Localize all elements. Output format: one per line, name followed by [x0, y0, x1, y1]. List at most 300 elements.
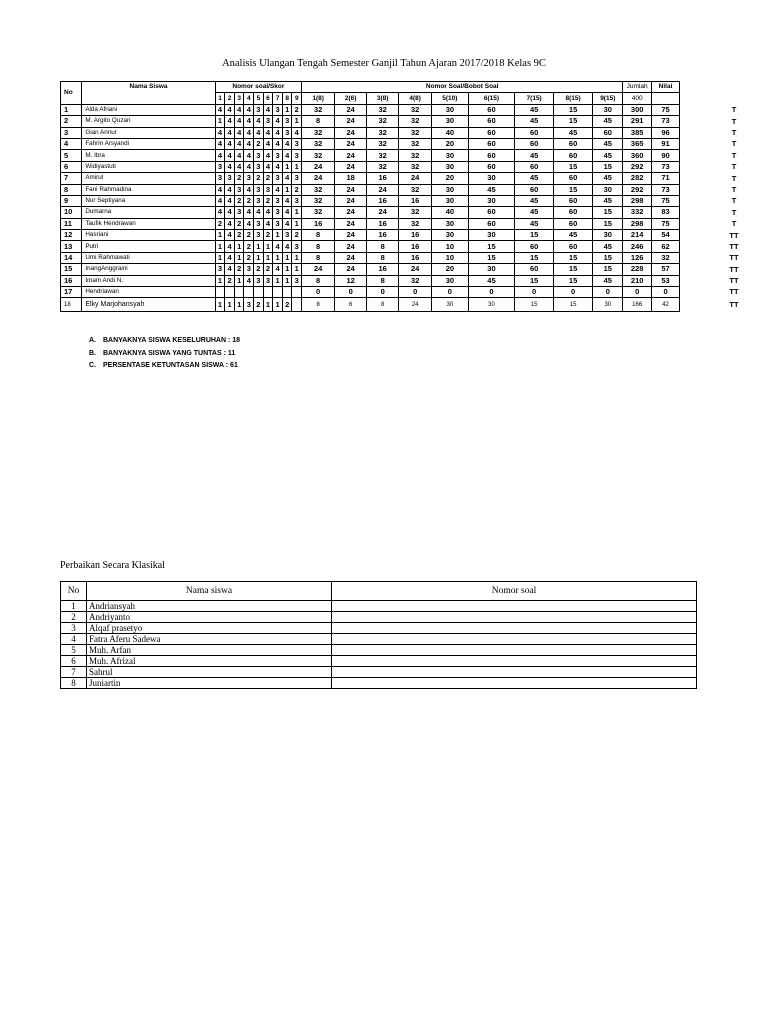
skor-cell: 2	[234, 264, 244, 275]
perbaikan-soal	[332, 656, 697, 667]
bobot-cell: 16	[399, 252, 432, 263]
skor-cell: 4	[234, 127, 244, 138]
perbaikan-soal	[332, 645, 697, 656]
nilai-cell: 57	[652, 264, 680, 275]
skor-cell	[225, 287, 235, 298]
skor-cell: 2	[292, 184, 302, 195]
skor-cell: 2	[254, 138, 264, 149]
bobot-cell: 30	[432, 116, 468, 127]
bobot-cell: 45	[593, 195, 623, 206]
skor-cell: 2	[234, 218, 244, 229]
perbaikan-row	[61, 678, 697, 689]
table-row	[61, 298, 680, 312]
row-no: 3	[61, 127, 82, 138]
skor-cell: 4	[225, 116, 235, 127]
analysis-table	[60, 81, 680, 312]
bobot-cell: 24	[335, 138, 367, 149]
document-title: Analisis Ulangan Tengah Semester Ganjil Tahun Ajaran 2017/2018 Kelas 9C	[222, 58, 546, 69]
bobot-cell: 24	[335, 264, 367, 275]
row-name: InangAnggraini	[82, 264, 215, 275]
header-bobot-number: 9(15)	[593, 93, 623, 104]
row-name: Taufik Hendrawan	[82, 218, 215, 229]
bobot-cell: 24	[335, 184, 367, 195]
bobot-cell: 60	[593, 127, 623, 138]
skor-cell: 3	[254, 104, 264, 115]
skor-cell: 2	[254, 173, 264, 184]
skor-cell: 3	[244, 298, 254, 312]
row-name: Hasriani	[82, 230, 215, 241]
bobot-cell: 30	[432, 195, 468, 206]
bobot-cell: 24	[335, 218, 367, 229]
bobot-cell: 60	[553, 195, 592, 206]
bobot-cell: 30	[432, 104, 468, 115]
skor-cell: 4	[263, 207, 273, 218]
skor-cell: 4	[254, 127, 264, 138]
skor-cell	[292, 298, 302, 312]
summary-item	[89, 360, 240, 373]
skor-cell: 1	[254, 241, 264, 252]
bobot-cell: 60	[515, 127, 553, 138]
bobot-cell: 45	[515, 195, 553, 206]
skor-cell: 2	[254, 298, 264, 312]
bobot-cell: 8	[302, 230, 335, 241]
bobot-cell: 24	[335, 104, 367, 115]
bobot-cell: 60	[515, 184, 553, 195]
skor-cell: 4	[225, 230, 235, 241]
skor-cell: 4	[225, 207, 235, 218]
skor-cell: 1	[215, 275, 225, 286]
skor-cell: 4	[263, 104, 273, 115]
header-bobot-number: 8(15)	[553, 93, 592, 104]
nilai-cell: 73	[652, 116, 680, 127]
nilai-cell: 73	[652, 161, 680, 172]
skor-cell: 1	[254, 252, 264, 263]
bobot-cell: 60	[553, 150, 592, 161]
bobot-cell: 24	[367, 207, 399, 218]
summary-key: A.	[89, 337, 96, 344]
summary-list	[89, 335, 240, 373]
bobot-cell: 32	[367, 127, 399, 138]
keterangan-label: T	[731, 207, 737, 217]
bobot-cell: 8	[367, 275, 399, 286]
row-no: 15	[61, 264, 82, 275]
bobot-cell: 60	[553, 138, 592, 149]
skor-cell: 4	[215, 138, 225, 149]
perbaikan-no: 8	[61, 678, 87, 689]
perbaikan-row	[61, 623, 697, 634]
bobot-cell: 30	[468, 264, 515, 275]
skor-cell: 3	[282, 230, 292, 241]
bobot-cell: 30	[432, 230, 468, 241]
nilai-cell: 32	[652, 252, 680, 263]
table-row	[61, 241, 680, 252]
row-no: 14	[61, 252, 82, 263]
skor-cell: 1	[282, 275, 292, 286]
skor-cell	[244, 287, 254, 298]
keterangan-label: TT	[729, 287, 739, 297]
skor-cell: 3	[273, 173, 283, 184]
skor-cell: 4	[244, 150, 254, 161]
skor-cell: 4	[263, 138, 273, 149]
bobot-cell: 60	[468, 116, 515, 127]
header-no: No	[61, 82, 82, 105]
bobot-cell: 30	[432, 218, 468, 229]
skor-cell: 4	[225, 127, 235, 138]
skor-cell: 1	[273, 298, 283, 312]
row-name: Dumarna	[82, 207, 215, 218]
skor-cell: 3	[292, 138, 302, 149]
perbaikan-row	[61, 634, 697, 645]
bobot-cell: 15	[515, 298, 553, 312]
bobot-cell: 30	[468, 195, 515, 206]
perbaikan-no: 4	[61, 634, 87, 645]
row-name: Fahrin Arsyandi	[82, 138, 215, 149]
bobot-cell: 24	[302, 264, 335, 275]
bobot-cell: 45	[515, 173, 553, 184]
skor-cell: 4	[282, 138, 292, 149]
bobot-cell: 30	[593, 230, 623, 241]
bobot-cell: 8	[302, 252, 335, 263]
table-row	[61, 150, 680, 161]
skor-cell: 4	[244, 218, 254, 229]
bobot-cell: 45	[593, 138, 623, 149]
bobot-cell: 24	[335, 207, 367, 218]
keterangan-label: TT	[729, 264, 739, 274]
perbaikan-soal	[332, 678, 697, 689]
summary-text: BANYAKNYA SISWA YANG TUNTAS : 11	[103, 349, 236, 357]
skor-cell	[292, 287, 302, 298]
skor-cell: 1	[215, 241, 225, 252]
skor-cell: 4	[225, 218, 235, 229]
bobot-cell: 24	[335, 150, 367, 161]
bobot-cell: 30	[432, 298, 468, 312]
keterangan-label: TT	[729, 300, 739, 310]
bobot-cell: 45	[515, 104, 553, 115]
skor-cell: 4	[215, 207, 225, 218]
bobot-cell: 32	[399, 275, 432, 286]
bobot-cell: 15	[553, 161, 592, 172]
summary-text: BANYAKNYA SISWA KESELURUHAN : 18	[103, 337, 241, 344]
keterangan-label: T	[731, 196, 737, 206]
header-skor-number: 1	[215, 93, 225, 104]
skor-cell: 3	[292, 150, 302, 161]
bobot-cell: 8	[367, 241, 399, 252]
row-name: Nur Septiyana	[82, 195, 215, 206]
skor-cell: 1	[234, 298, 244, 312]
jumlah-cell: 292	[623, 161, 652, 172]
skor-cell: 3	[292, 241, 302, 252]
nilai-cell: 75	[652, 195, 680, 206]
perbaikan-row	[61, 612, 697, 623]
header-skor-number: 2	[225, 93, 235, 104]
jumlah-cell: 292	[623, 184, 652, 195]
nilai-cell: 42	[652, 298, 680, 312]
row-no: 8	[61, 184, 82, 195]
keterangan-label: T	[731, 105, 737, 115]
bobot-cell: 60	[468, 127, 515, 138]
row-no: 9	[61, 195, 82, 206]
header-skor-number: 6	[263, 93, 273, 104]
bobot-cell: 32	[367, 138, 399, 149]
skor-cell: 4	[215, 195, 225, 206]
skor-cell: 4	[225, 104, 235, 115]
bobot-cell: 32	[302, 207, 335, 218]
bobot-cell: 32	[399, 184, 432, 195]
bobot-cell: 32	[367, 161, 399, 172]
skor-cell: 3	[273, 218, 283, 229]
bobot-cell: 60	[553, 241, 592, 252]
summary-item	[89, 335, 240, 348]
skor-cell: 1	[282, 264, 292, 275]
row-name: Alda Afriani	[82, 104, 215, 115]
skor-cell: 2	[263, 230, 273, 241]
skor-cell: 1	[282, 104, 292, 115]
bobot-cell: 32	[302, 150, 335, 161]
bobot-cell: 30	[593, 184, 623, 195]
bobot-cell: 45	[515, 150, 553, 161]
row-name: Umi Rahmawati	[82, 252, 215, 263]
jumlah-cell: 291	[623, 116, 652, 127]
skor-cell: 3	[263, 184, 273, 195]
bobot-cell: 20	[432, 173, 468, 184]
skor-cell: 1	[263, 241, 273, 252]
skor-cell: 4	[244, 184, 254, 195]
skor-cell: 3	[263, 275, 273, 286]
header-skor-group: Nomor soal/Skor	[215, 82, 301, 93]
skor-cell: 3	[273, 104, 283, 115]
bobot-cell: 15	[593, 264, 623, 275]
bobot-cell: 15	[468, 252, 515, 263]
bobot-cell: 15	[593, 218, 623, 229]
row-no: 2	[61, 116, 82, 127]
skor-cell: 4	[282, 150, 292, 161]
skor-cell: 3	[282, 127, 292, 138]
skor-cell: 3	[292, 275, 302, 286]
bobot-cell: 32	[367, 116, 399, 127]
skor-cell: 3	[215, 161, 225, 172]
bobot-cell: 16	[399, 230, 432, 241]
table-row	[61, 230, 680, 241]
jumlah-cell: 214	[623, 230, 652, 241]
perbaikan-name: Alqaf prasetyo	[87, 623, 332, 634]
keterangan-label: T	[731, 184, 737, 194]
skor-cell: 1	[234, 241, 244, 252]
skor-cell: 1	[215, 230, 225, 241]
bobot-cell: 60	[515, 264, 553, 275]
bobot-cell: 60	[515, 161, 553, 172]
skor-cell: 4	[263, 127, 273, 138]
bobot-cell: 24	[367, 184, 399, 195]
bobot-cell: 45	[468, 275, 515, 286]
bobot-cell: 32	[367, 104, 399, 115]
bobot-cell: 16	[367, 230, 399, 241]
bobot-cell: 32	[302, 184, 335, 195]
table-row	[61, 218, 680, 229]
table-row	[61, 207, 680, 218]
bobot-cell: 32	[302, 127, 335, 138]
bobot-cell: 30	[593, 104, 623, 115]
perbaikan-header-name: Nama siswa	[87, 582, 332, 601]
skor-cell	[263, 287, 273, 298]
skor-cell: 3	[254, 184, 264, 195]
row-no: 7	[61, 173, 82, 184]
row-no: 12	[61, 230, 82, 241]
perbaikan-row	[61, 667, 697, 678]
header-skor-number: 7	[273, 93, 283, 104]
bobot-cell: 60	[553, 207, 592, 218]
bobot-cell: 32	[399, 127, 432, 138]
bobot-cell: 24	[335, 127, 367, 138]
nilai-cell: 91	[652, 138, 680, 149]
perbaikan-name: Andriansyah	[87, 601, 332, 612]
skor-cell: 2	[244, 230, 254, 241]
skor-cell: 4	[244, 138, 254, 149]
skor-cell: 2	[234, 173, 244, 184]
bobot-cell: 8	[367, 298, 399, 312]
skor-cell: 4	[273, 127, 283, 138]
bobot-cell: 60	[515, 138, 553, 149]
bobot-cell: 32	[399, 150, 432, 161]
bobot-cell: 30	[432, 184, 468, 195]
bobot-cell: 32	[302, 104, 335, 115]
bobot-cell: 6	[335, 298, 367, 312]
jumlah-cell: 246	[623, 241, 652, 252]
bobot-cell: 15	[593, 252, 623, 263]
bobot-cell: 15	[515, 252, 553, 263]
nilai-cell: 83	[652, 207, 680, 218]
bobot-cell: 12	[335, 275, 367, 286]
skor-cell: 1	[292, 116, 302, 127]
skor-cell: 3	[254, 161, 264, 172]
skor-cell: 2	[225, 275, 235, 286]
table-row	[61, 275, 680, 286]
perbaikan-title: Perbaikan Secara Klasikal	[60, 560, 165, 571]
perbaikan-no: 1	[61, 601, 87, 612]
table-row	[61, 116, 680, 127]
skor-cell: 4	[282, 241, 292, 252]
skor-cell: 2	[263, 173, 273, 184]
skor-cell: 4	[234, 150, 244, 161]
skor-cell: 4	[225, 195, 235, 206]
header-bobot-number: 2(6)	[335, 93, 367, 104]
row-name: Widiyastuti	[82, 161, 215, 172]
perbaikan-no: 2	[61, 612, 87, 623]
keterangan-label: TT	[729, 276, 739, 286]
skor-cell: 4	[234, 116, 244, 127]
row-name: Amirul	[82, 173, 215, 184]
skor-cell: 4	[263, 218, 273, 229]
table-row	[61, 195, 680, 206]
header-skor-number: 4	[244, 93, 254, 104]
skor-cell: 1	[234, 252, 244, 263]
perbaikan-no: 6	[61, 656, 87, 667]
summary-key: C.	[89, 362, 96, 369]
bobot-cell: 45	[515, 218, 553, 229]
bobot-cell: 45	[593, 275, 623, 286]
skor-cell: 4	[263, 150, 273, 161]
perbaikan-soal	[332, 612, 697, 623]
bobot-cell: 24	[335, 161, 367, 172]
perbaikan-header-soal: Nomor soal	[332, 582, 697, 601]
skor-cell: 4	[244, 275, 254, 286]
skor-cell: 4	[282, 173, 292, 184]
table-row	[61, 104, 680, 115]
bobot-cell: 32	[399, 218, 432, 229]
bobot-cell: 16	[367, 264, 399, 275]
skor-cell: 4	[234, 161, 244, 172]
skor-cell: 1	[292, 161, 302, 172]
perbaikan-header-no: No	[61, 582, 87, 601]
skor-cell: 4	[254, 116, 264, 127]
skor-cell: 2	[263, 264, 273, 275]
keterangan-label: TT	[729, 241, 739, 251]
bobot-cell: 60	[468, 150, 515, 161]
bobot-cell: 0	[302, 287, 335, 298]
nilai-cell: 73	[652, 184, 680, 195]
row-name: M. Argito Quzan	[82, 116, 215, 127]
skor-cell: 1	[273, 230, 283, 241]
perbaikan-row	[61, 656, 697, 667]
skor-cell: 2	[234, 195, 244, 206]
jumlah-cell: 210	[623, 275, 652, 286]
bobot-cell: 16	[399, 241, 432, 252]
skor-cell: 4	[244, 104, 254, 115]
skor-cell: 4	[273, 116, 283, 127]
bobot-cell: 60	[468, 161, 515, 172]
header-row-1	[61, 82, 680, 93]
row-no: 4	[61, 138, 82, 149]
keterangan-label: TT	[729, 253, 739, 263]
bobot-cell: 30	[432, 161, 468, 172]
perbaikan-row	[61, 601, 697, 612]
row-no: 16	[61, 275, 82, 286]
skor-cell: 2	[292, 104, 302, 115]
header-bobot-number: 7(15)	[515, 93, 553, 104]
bobot-cell: 24	[335, 230, 367, 241]
summary-text: PERSENTASE KETUNTASAN SISWA : 61	[103, 362, 238, 369]
bobot-cell: 0	[515, 287, 553, 298]
skor-cell: 1	[215, 252, 225, 263]
nilai-cell: 62	[652, 241, 680, 252]
skor-cell: 2	[234, 230, 244, 241]
skor-cell: 4	[282, 207, 292, 218]
perbaikan-soal	[332, 623, 697, 634]
skor-cell: 4	[282, 218, 292, 229]
jumlah-cell: 385	[623, 127, 652, 138]
skor-cell: 3	[254, 195, 264, 206]
nilai-cell: 0	[652, 287, 680, 298]
skor-cell: 1	[273, 275, 283, 286]
bobot-cell: 15	[593, 161, 623, 172]
bobot-cell: 10	[432, 252, 468, 263]
header-bobot-number: 3(8)	[367, 93, 399, 104]
table-row	[61, 173, 680, 184]
bobot-cell: 8	[302, 298, 335, 312]
table-row	[61, 161, 680, 172]
bobot-cell: 24	[302, 173, 335, 184]
skor-cell	[234, 287, 244, 298]
bobot-cell: 32	[399, 161, 432, 172]
jumlah-cell: 282	[623, 173, 652, 184]
skor-cell: 1	[282, 252, 292, 263]
header-bobot-number: 6(15)	[468, 93, 515, 104]
header-nilai-blank	[652, 93, 680, 104]
perbaikan-table	[60, 581, 697, 689]
bobot-cell: 20	[432, 138, 468, 149]
header-bobot-number: 4(8)	[399, 93, 432, 104]
row-no: 1	[61, 104, 82, 115]
skor-cell: 3	[282, 116, 292, 127]
